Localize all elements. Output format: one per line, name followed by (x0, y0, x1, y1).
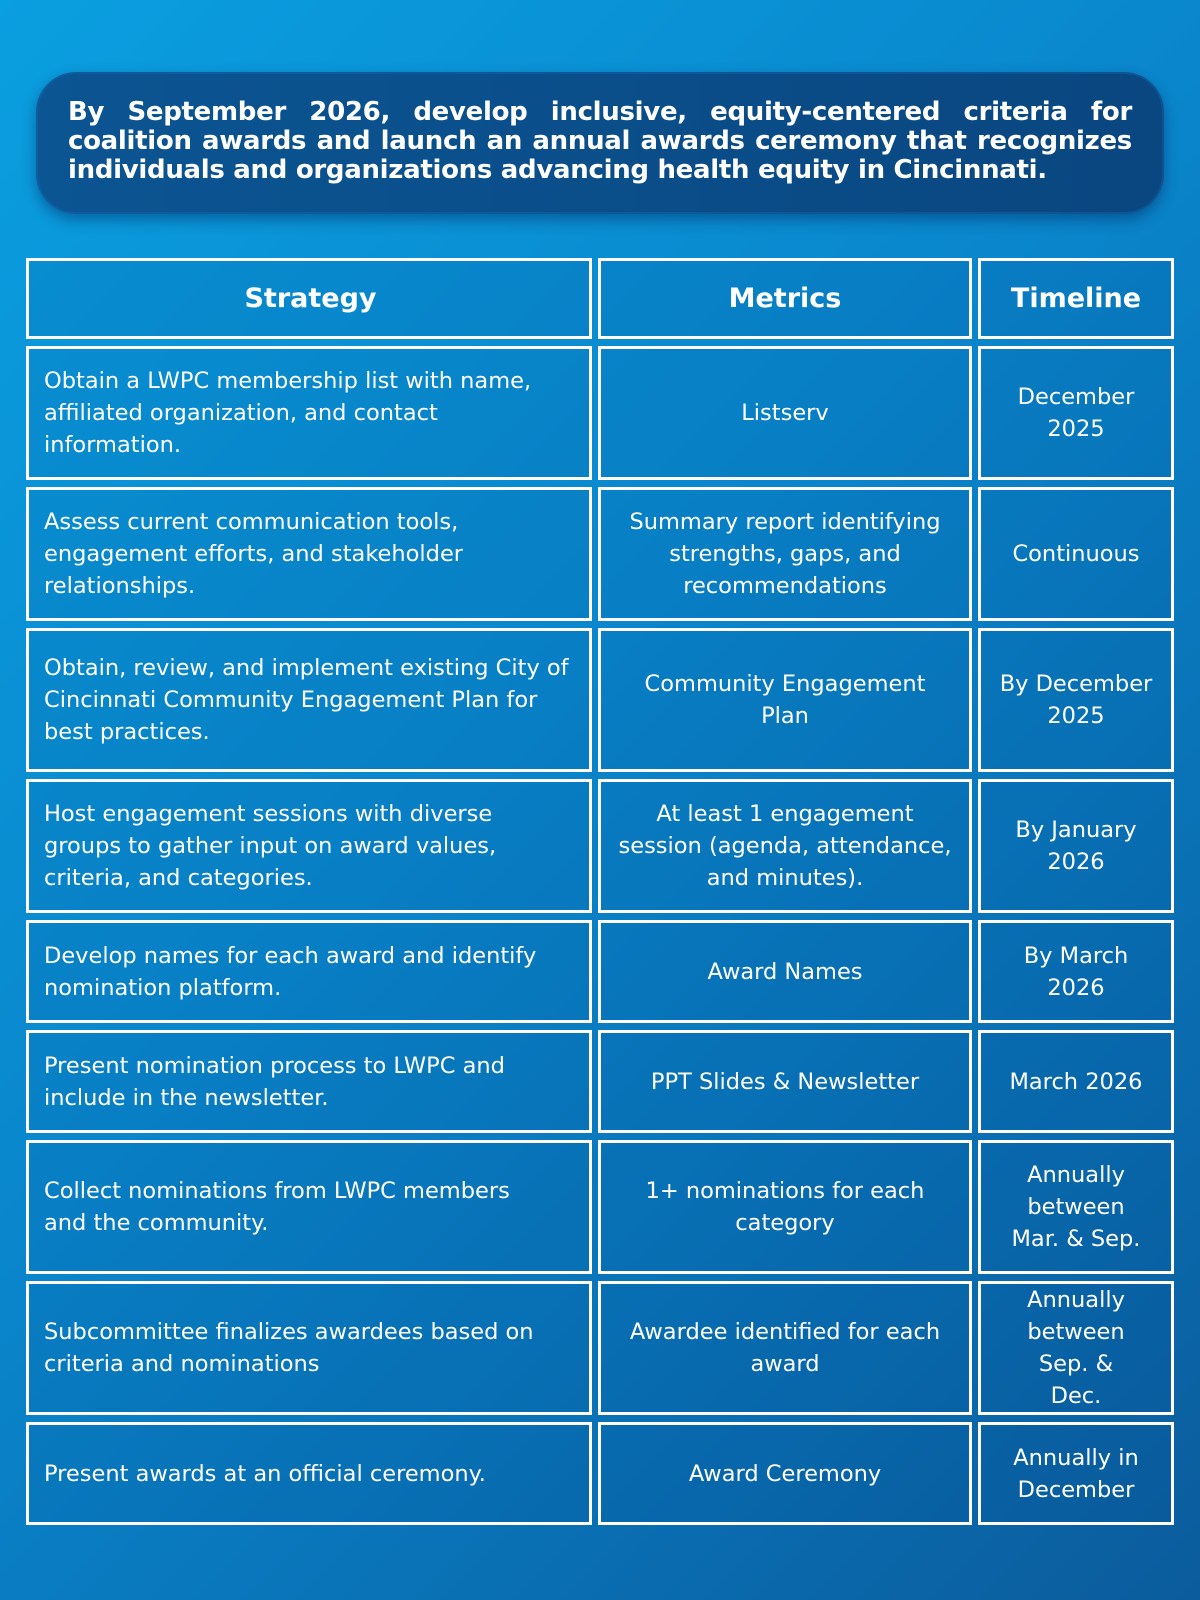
metrics-cell (598, 779, 972, 913)
timeline-text: March 2026 (1009, 1068, 1143, 1095)
metrics-cell (598, 1422, 972, 1525)
timeline-cell (978, 628, 1174, 772)
metrics-text: Award Names (707, 958, 863, 985)
table-row (26, 779, 1174, 913)
metrics-cell (598, 346, 972, 480)
timeline-text: Annually between Mar. & Sep. (1011, 1162, 1141, 1252)
strategy-text: Obtain, review, and implement existing City of Cincinnati Community Engagement Plan for best practices. (44, 655, 569, 745)
header-strategy: Strategy (26, 258, 592, 339)
strategy-text: Obtain a LWPC membership list with name, affiliated organization, and contact information. (44, 368, 532, 458)
strategy-text: Host engagement sessions with diverse groups to gather input on award values, criteria, and categories. (44, 801, 497, 891)
timeline-text: By December 2025 (999, 671, 1153, 729)
timeline-cell (978, 1281, 1174, 1415)
strategy-cell (26, 1281, 592, 1415)
metrics-cell (598, 920, 972, 1023)
table-row (26, 628, 1174, 772)
strategy-cell (26, 920, 592, 1023)
strategy-text: Present nomination process to LWPC and include in the newsletter. (44, 1052, 505, 1111)
metrics-text: Listserv (741, 400, 829, 426)
strategy-cell (26, 1030, 592, 1133)
goal-banner (36, 72, 1164, 214)
table-row (26, 920, 1174, 1023)
metrics-cell (598, 628, 972, 772)
strategy-text: Develop names for each award and identify nomination platform. (44, 942, 537, 1001)
metrics-text: Community Engagement Plan (644, 671, 926, 729)
strategy-text: Collect nominations from LWPC members and the community. (44, 1178, 510, 1236)
table-row (26, 1140, 1174, 1274)
metrics-text: At least 1 engagement session (agenda, attendance, and minutes). (618, 801, 952, 891)
timeline-cell (978, 920, 1174, 1023)
table-row (26, 346, 1174, 480)
metrics-text: Summary report identifying strengths, gaps, and recommendations (629, 509, 941, 599)
timeline-text: By March 2026 (1023, 942, 1129, 1001)
table-row (26, 1422, 1174, 1525)
strategy-text: Assess current communication tools, engagement efforts, and stakeholder relationships. (44, 509, 464, 599)
table-row (26, 1281, 1174, 1415)
strategy-cell (26, 346, 592, 480)
metrics-text: Awardee identified for each award (629, 1319, 941, 1377)
table-row (26, 487, 1174, 621)
metrics-text: PPT Slides & Newsletter (650, 1068, 920, 1095)
metrics-cell (598, 1281, 972, 1415)
strategy-text: Subcommittee finalizes awardees based on criteria and nominations (44, 1319, 534, 1377)
strategy-cell (26, 1422, 592, 1525)
timeline-text: Continuous (1012, 541, 1140, 567)
timeline-text: December 2025 (1017, 384, 1135, 442)
metrics-text: 1+ nominations for each category (645, 1178, 925, 1236)
strategy-text: Present awards at an official ceremony. (44, 1460, 486, 1487)
timeline-cell (978, 346, 1174, 480)
timeline-text: By January 2026 (1015, 817, 1137, 875)
table-header-row (26, 258, 1174, 339)
metrics-cell (598, 1030, 972, 1133)
metrics-text: Award Ceremony (688, 1460, 882, 1487)
timeline-text: Annually in December (1013, 1444, 1139, 1503)
strategy-cell (26, 487, 592, 621)
timeline-cell (978, 487, 1174, 621)
timeline-cell (978, 1030, 1174, 1133)
strategy-cell (26, 779, 592, 913)
metrics-cell (598, 487, 972, 621)
strategy-cell (26, 1140, 592, 1274)
table-row (26, 1030, 1174, 1133)
timeline-cell (978, 1422, 1174, 1525)
timeline-cell (978, 779, 1174, 913)
timeline-cell (978, 1140, 1174, 1274)
strategy-table (26, 258, 1174, 1532)
goal-statement: By September 2026, develop inclusive, equity-centered criteria for coalition awards and launch an annual awards ceremony that recognizes individuals and organizations advancing health equity in Cincinnati. (68, 97, 1132, 185)
header-metrics: Metrics (598, 258, 972, 339)
strategy-cell (26, 628, 592, 772)
timeline-text: Annually between Sep. & Dec. (1027, 1287, 1125, 1409)
metrics-cell (598, 1140, 972, 1274)
header-timeline: Timeline (978, 258, 1174, 339)
